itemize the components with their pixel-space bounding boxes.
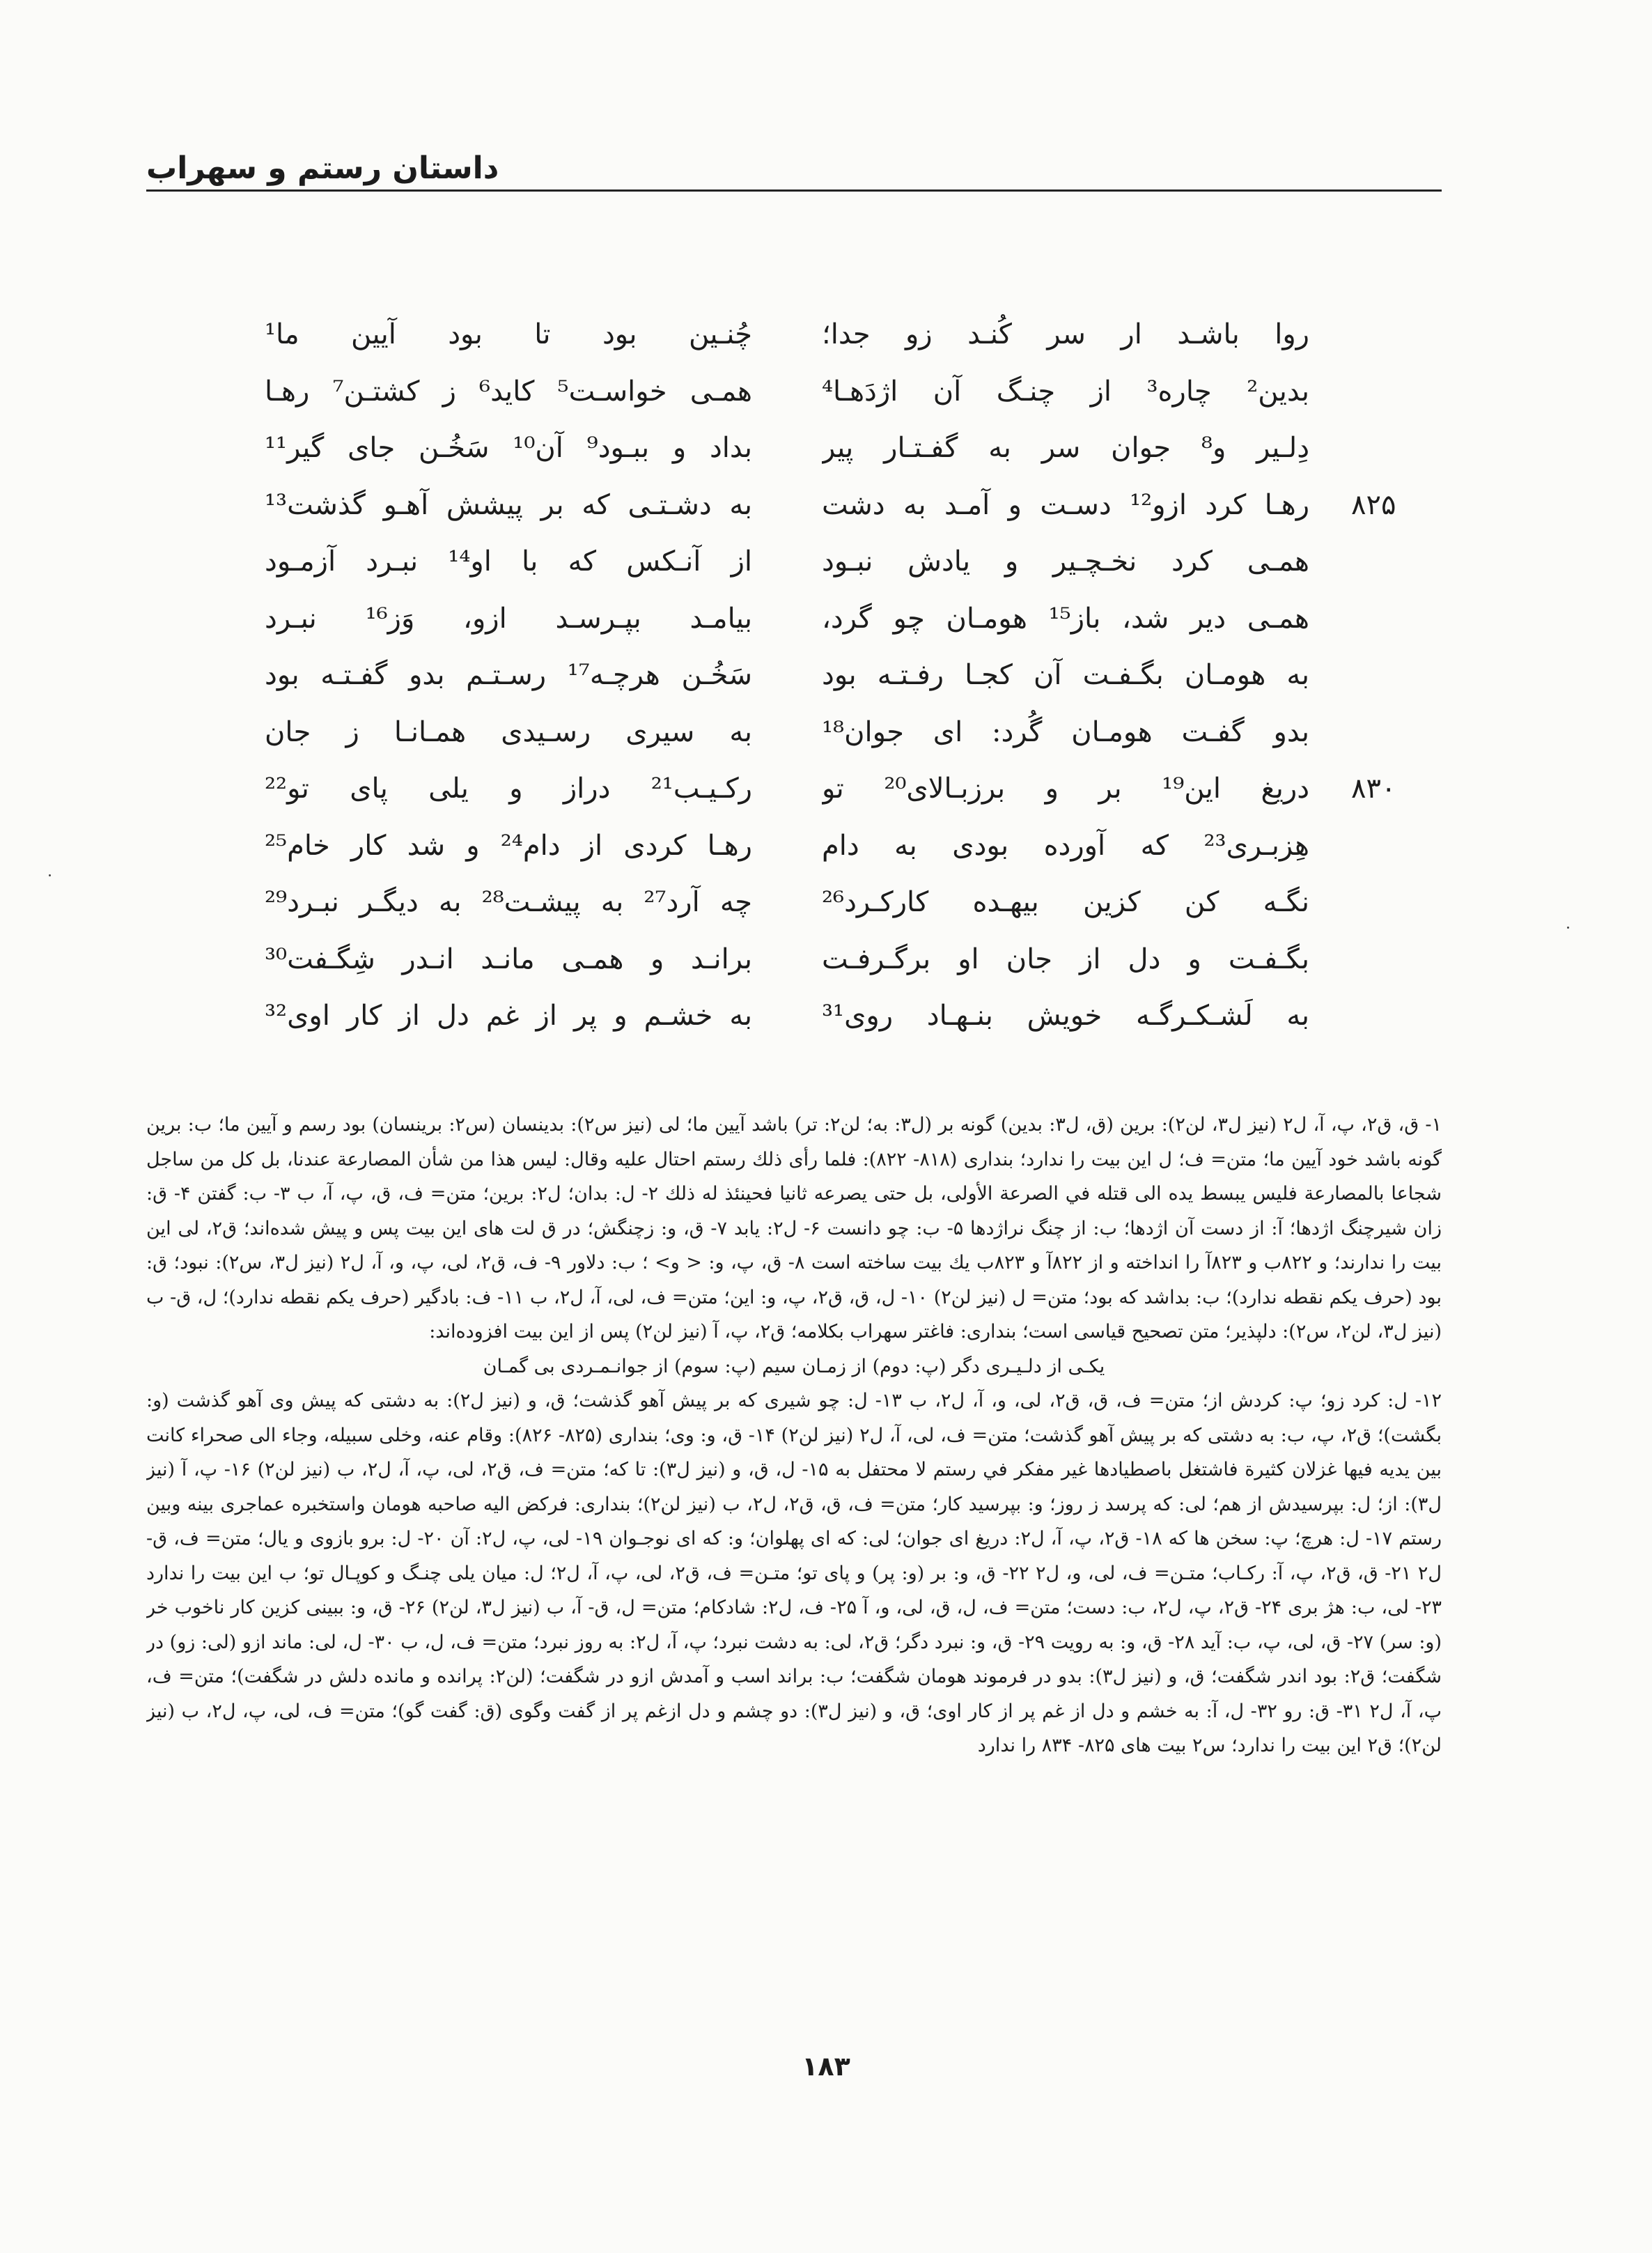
- page-number: ۱۸۳: [802, 2051, 850, 2082]
- hemistich-right: همـی دیر شد، باز¹⁵ هومـان چو گرد،: [822, 602, 1309, 635]
- verse-row: [0, 420, 1652, 476]
- footnotes: [146, 1108, 1442, 2034]
- hemistich-left: رکـیـب²¹ دراز و یلی پای تو²²: [265, 773, 752, 805]
- hemistich-right: بگـفـت و دل از جان او برگـرفـت: [822, 943, 1309, 975]
- margin-mark: [1567, 927, 1569, 929]
- poem-verses: [0, 307, 1652, 1045]
- verse-row: [0, 931, 1652, 987]
- hemistich-left: از آنـکس که با او¹⁴ نبـرد آزمـود: [265, 545, 752, 578]
- footnote-added-verse: یکـی از دلـیـری دگر (پ: دوم) از زمـان سیم (پ: سوم) از جوانـمـردی بی گمـان: [483, 1355, 1105, 1377]
- hemistich-right: رهـا کرد ازو¹² دسـت و آمـد به دشت: [822, 488, 1309, 521]
- margin-mark: [49, 874, 51, 876]
- verse-row: [0, 534, 1652, 589]
- hemistich-right: همـی کرد نخـچـیر و یادش نبـود: [822, 545, 1309, 578]
- verse-number: ۸۲۵: [1351, 488, 1396, 521]
- verse-row: [0, 591, 1652, 647]
- hemistich-left: به سیری رسـیدی همـانـا ز جان: [265, 715, 752, 748]
- hemistich-left: چُنـین بود تا بود آیین ما¹: [265, 318, 752, 350]
- hemistich-right: بدین² چاره³ از چنـگ آن اژدَهـا⁴: [822, 375, 1309, 408]
- hemistich-left: بداد و ببـود⁹ آن¹⁰ سَخُـن جای گیر¹¹: [265, 432, 752, 464]
- hemistich-right: به هومـان بگـفـت آن کجـا رفـتـه بود: [822, 659, 1309, 691]
- verse-row: [0, 761, 1652, 816]
- page-header: [146, 148, 1442, 192]
- hemistich-left: بیامـد بپـرسـد ازو، وَز¹⁶ نبـرد: [265, 602, 752, 635]
- footnote-paragraph: ۱۲- ل: کرد زو؛ پ: کردش از؛ متن= ف، ق، ق۲، لی، و، آ، ل۲، ب ۱۳- ل: چو شیری که بر پیش آهو گذشت؛ ق، و (نیز ل۲): به دشتی که پیش وی آهو گذشت (و: بگشت)؛ ق۲، پ، ب: به دشتی که بر پیش آهو گذشت؛ متن= ف، لی، آ، ل۲ (نیز لن۲) ۱۴- ق، و: وی؛ بنداری (۸۲۵- ۸۲۶): وقام عنه، وخلى سبيله، وجاء الى صحراء كانت بين يديه فيها غزلان كثيرة فاشتغل باصطيادها غير مفكر في رستم لا محتفل به ۱۵- ل، ق، و (نیز ل۳): تا که؛ متن= ف، ق۲، لی، پ، آ، ل۲، ب (نیز لن۲) ۱۶- پ، آ (نیز ل۳): از؛ ل: بپرسیدش از هم؛ لی: که پرسد ز روز؛ و: بپرسید کار؛ متن= ف، ق، ق۲، ل۲، ب (نیز لن۲)؛ بنداری: فرکض اليه صاحبه هومان واستخبره عماجرى بينه وبين رستم ۱۷- ل: هرچ؛ پ: سخن ها که ۱۸- ق۲، پ، آ، ل۲: دریغ ای جوان؛ لی: که ای پهلوان؛ و: که ای نوجـوان ۱۹- لی، پ، ل۲: آن ۲۰- ل: برو بازوی و یال؛ متن= ف، ق- ل۲ ۲۱- ق، ق۲، پ، آ: رکـاب؛ متـن= ف، لی، و، ل۲ ۲۲- ق، و: بر (و: پر) و پای تو؛ متـن= ف، ق۲، لی، پ، آ، ل۲؛ ل: میان یلی چنـگ و کوپـال تو؛ ب این بیت را ندارد ۲۳- لی، ب: هژ بری ۲۴- ق۲، پ، ل۲، ب: دست؛ متن= ف، ل، ق، لی، و، آ ۲۵- ف، ل۲: شادکام؛ متن= ل، ق- آ، ب (نیز ل۳، لن۲) ۲۶- ق، و: ببینی کزین کار ناخوب خر (و: سر) ۲۷- ق، لی، پ، ب: آید ۲۸- ق، و: به رویت ۲۹- ق، و: نبرد دگر؛ ق۲، لی: به دشت نبرد؛ پ، آ، ل۲: به روز نبرد؛ متن= ف، ل، ب ۳۰- ل، لی: ماند ازو (لی: زو) در شگفت؛ ق۲: بود اندر شگفت؛ ق، و (نیز ل۳): بدو در فرموند هومان شگفت؛ ب: براند اسب و آمدش ازو در شگفت؛ (لن۲: پرانده و مانده دلش در شگفت)؛ متن= ف، پ، آ، ل۲ ۳۱- ق: رو ۳۲- ل، آ: به خشم و دل از غم پر از کار اوی؛ ق، و (نیز ل۳): دو چشم و دل ازغم پر از گفت وگوی (ق: گفت گو)؛ متن= ف، لی، پ، ل۲، ب (نیز لن۲)؛ ق۲ این بیت را ندارد؛ س۲ بیت های ۸۲۵- ۸۳۴ را ندارد: [146, 1390, 1442, 1756]
- hemistich-left: سَخُـن هرچـه¹⁷ رسـتـم بدو گفـتـه بود: [265, 659, 752, 691]
- hemistich-left: چه آرد²⁷ به پیشـت²⁸ به دیگـر نبـرد²⁹: [265, 886, 752, 918]
- verse-row: [0, 874, 1652, 930]
- footnote-paragraph: ۱- ق، ق۲، پ، آ، ل۲ (نیز ل۳، لن۲): برین (ق، ل۳: بدین) گونه بر (ل۳: به؛ لن۲: تر) باشد آیین ما؛ لی (نیز س۲): بدینسان (س۲: برینسان) بود رسم و آیین ما؛ ب: برین گونه باشد خود آیین ما؛ متن= ف؛ ل این بیت را ندارد؛ بنداری (۸۱۸- ۸۲۲): فلما رأى ذلك رستم احتال عليه وقال: ليس هذا من شأن المصارعة عندنا، بل كل من ساجل شجاعا بالمصارعة فليس يبسط يده الى قتله في الصرعة الأولى، بل حتى يصرعه ثانيا فحينئذ له ذلك ۲- ل: بدان؛ ل۲: برین؛ متن= ف، ق، پ، آ، ب ۳- ب: گفتن ۴- ق: زان شیرچنگ اژدها؛ آ: از دست آن اژدها؛ ب: از چنگ نراژدها ۵- ب: چو دانست ۶- ل۲: یابد ۷- ق، و: زچنگش؛ در ق لت های این بیت پس و پیش شده‌اند؛ ق۲، لی این بیت را ندارند؛ و ۸۲۲ب و ۸۲۳آ را انداخته و از ۸۲۲آ و ۸۲۳ب یك بیت ساخته است ۸- ق، پ، و: < و> ؛ ب: دلاور ۹- ف، ق۲، لی، پ، و، آ، ل۲ (نیز ل۳، س۲): نبود؛ ق: بود (حرف یکم نقطه ندارد)؛ ب: بداشد که بود؛ متن= ل (نیز لن۲) ۱۰- ل، ق، ق۲، پ، و: این؛ متن= ف، لی، آ، ل۲، ب ۱۱- ف: بادگیر (حرف یکم نقطه ندارد)؛ ل، ق- ب (نیز ل۳، لن۲، س۲): دلپذیر؛ متن تصحیح قیاسی است؛ بنداری: فاغتر سهراب بكلامه؛ ق۲، پ، آ (نیز لن۲) پس از این بیت افزوده‌اند:: [146, 1114, 1442, 1342]
- hemistich-left: همـی خواسـت⁵ کاید⁶ ز کشتـن⁷ رهـا: [265, 375, 752, 408]
- hemistich-right: به لَشـکـرگـه خویش بنـهـاد روی³¹: [822, 1000, 1309, 1032]
- hemistich-right: روا باشـد ار سر کُنـد زو جدا؛: [822, 318, 1309, 350]
- verse-row: [0, 307, 1652, 362]
- hemistich-right: نگـه کن کزین بیهـده کارکـرد²⁶: [822, 886, 1309, 918]
- hemistich-left: به دشـتـی که بر پیشش آهـو گذشت¹³: [265, 488, 752, 521]
- hemistich-right: دِلـیر و⁸ جوان سر به گفـتـار پیر: [822, 432, 1309, 464]
- verse-row: [0, 818, 1652, 874]
- hemistich-left: رهـا کردی از دام²⁴ و شد کار خام²⁵: [265, 829, 752, 862]
- hemistich-right: هِزبـری²³ که آورده بودی به دام: [822, 829, 1309, 862]
- hemistich-right: دریغ این¹⁹ بر و برزبـالای²⁰ تو: [822, 773, 1309, 805]
- running-title: داستان رستم و سهراب: [146, 150, 499, 186]
- verse-row: [0, 988, 1652, 1044]
- verse-number: ۸۳۰: [1351, 773, 1396, 805]
- verse-row: [0, 704, 1652, 760]
- verse-row: [0, 477, 1652, 533]
- hemistich-right: بدو گفـت هومـان گُرد: ای جوان¹⁸: [822, 715, 1309, 748]
- hemistich-left: به خشـم و پر از غم دل از کار اوی³²: [265, 1000, 752, 1032]
- hemistich-left: برانـد و همـی مانـد انـدر شِگـفت³⁰: [265, 943, 752, 975]
- verse-row: [0, 364, 1652, 419]
- verse-row: [0, 647, 1652, 703]
